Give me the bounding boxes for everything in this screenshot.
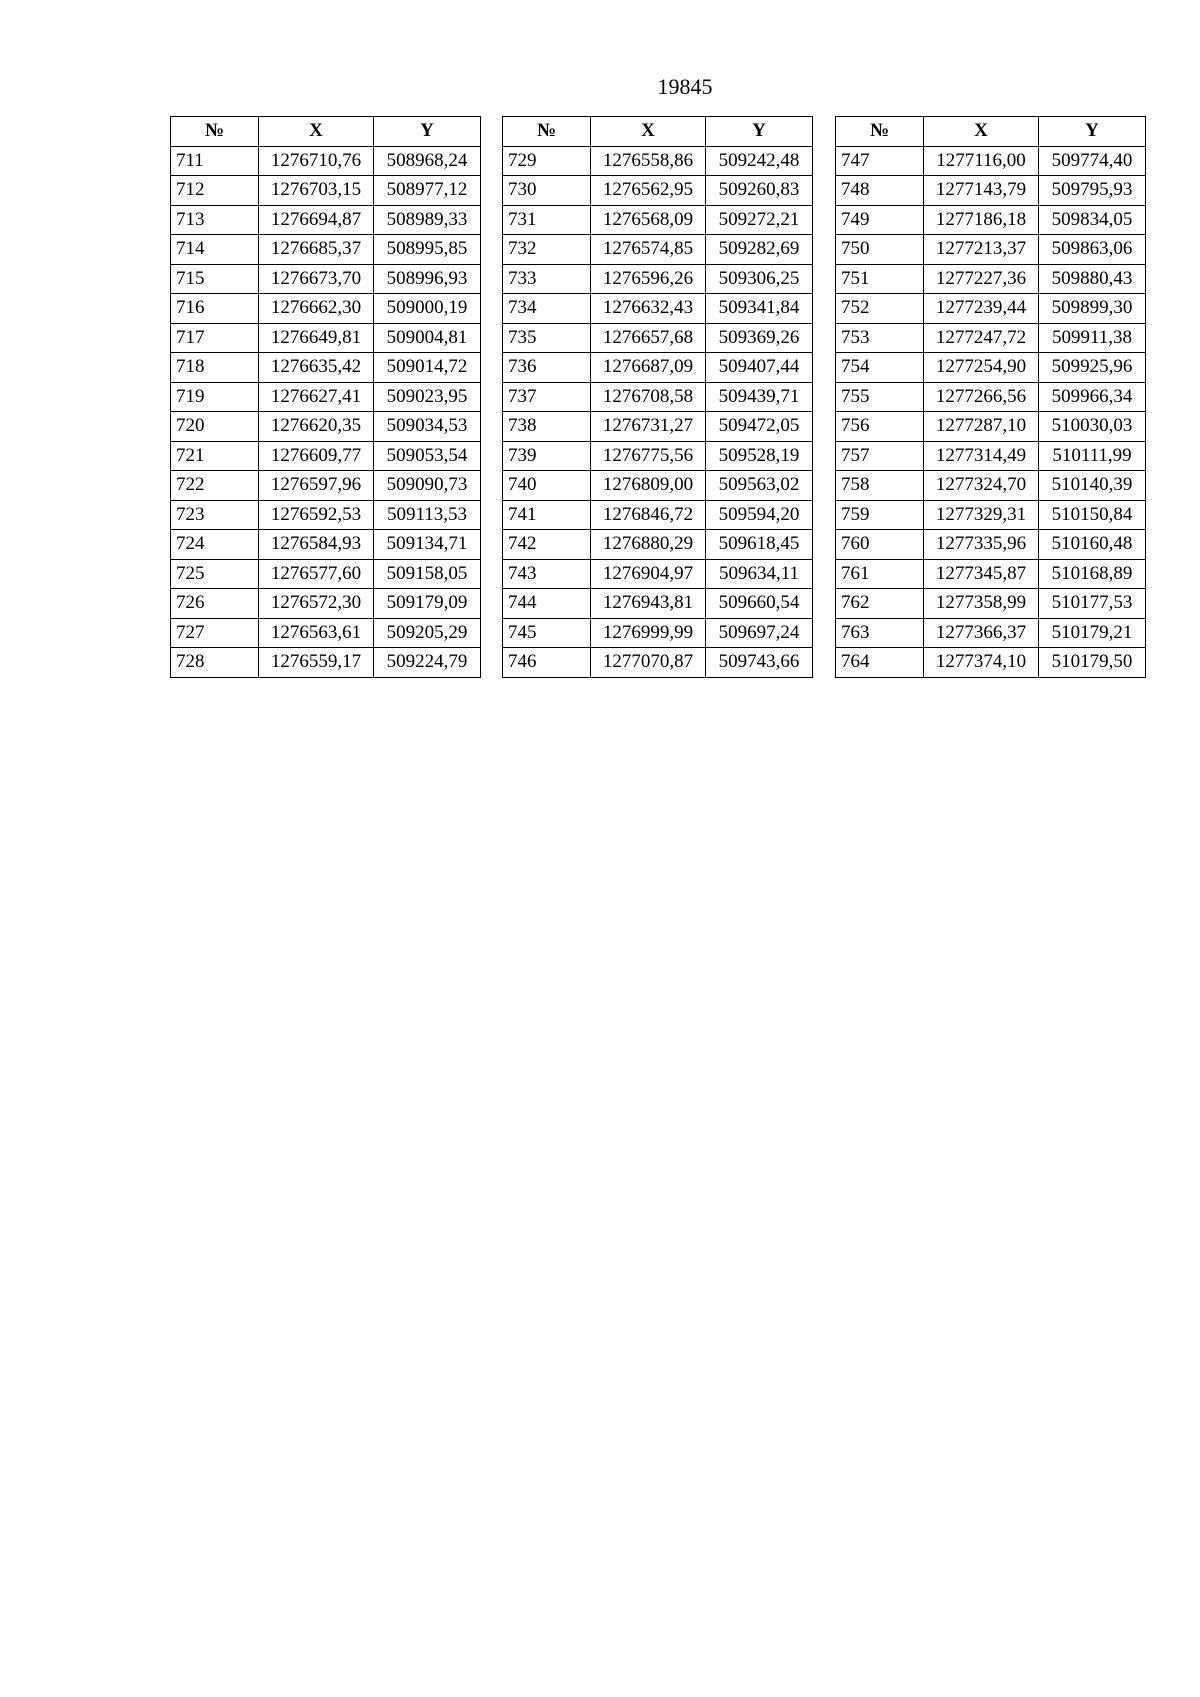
y-coordinate-cell: 509743,66 <box>706 648 813 678</box>
table-row <box>836 471 1146 501</box>
x-coordinate-cell: 1277366,37 <box>924 618 1039 648</box>
table-row <box>836 264 1146 294</box>
x-coordinate-cell: 1276657,68 <box>591 323 706 353</box>
y-coordinate-cell: 509134,71 <box>374 530 481 560</box>
point-number-cell: 745 <box>503 618 591 648</box>
x-coordinate-cell: 1277143,79 <box>924 176 1039 206</box>
y-coordinate-cell: 509272,21 <box>706 205 813 235</box>
table-row <box>171 559 481 589</box>
y-coordinate-cell: 509439,71 <box>706 382 813 412</box>
x-coordinate-cell: 1277358,99 <box>924 589 1039 619</box>
table-row <box>171 530 481 560</box>
column-header-y: Y <box>1039 117 1146 147</box>
point-number-cell: 722 <box>171 471 259 501</box>
y-coordinate-cell: 509306,25 <box>706 264 813 294</box>
y-coordinate-cell: 508977,12 <box>374 176 481 206</box>
table-row <box>171 500 481 530</box>
point-number-cell: 713 <box>171 205 259 235</box>
x-coordinate-cell: 1276685,37 <box>259 235 374 265</box>
y-coordinate-cell: 509282,69 <box>706 235 813 265</box>
y-coordinate-cell: 509834,05 <box>1039 205 1146 235</box>
table-row <box>503 441 813 471</box>
y-coordinate-cell: 509925,96 <box>1039 353 1146 383</box>
y-coordinate-cell: 510179,50 <box>1039 648 1146 678</box>
y-coordinate-cell: 509242,48 <box>706 146 813 176</box>
y-coordinate-cell: 510140,39 <box>1039 471 1146 501</box>
y-coordinate-cell: 509697,24 <box>706 618 813 648</box>
point-number-cell: 718 <box>171 353 259 383</box>
table-row <box>503 471 813 501</box>
x-coordinate-cell: 1276649,81 <box>259 323 374 353</box>
x-coordinate-cell: 1276710,76 <box>259 146 374 176</box>
point-number-cell: 747 <box>836 146 924 176</box>
point-number-cell: 726 <box>171 589 259 619</box>
table-row <box>836 146 1146 176</box>
x-coordinate-cell: 1276904,97 <box>591 559 706 589</box>
table-row <box>836 353 1146 383</box>
y-coordinate-cell: 510168,89 <box>1039 559 1146 589</box>
point-number-cell: 764 <box>836 648 924 678</box>
y-coordinate-cell: 508989,33 <box>374 205 481 235</box>
table-row <box>503 235 813 265</box>
table-row <box>171 176 481 206</box>
point-number-cell: 752 <box>836 294 924 324</box>
x-coordinate-cell: 1277186,18 <box>924 205 1039 235</box>
y-coordinate-cell: 509472,05 <box>706 412 813 442</box>
table-row <box>836 589 1146 619</box>
point-number-cell: 712 <box>171 176 259 206</box>
y-coordinate-cell: 509053,54 <box>374 441 481 471</box>
y-coordinate-cell: 510030,03 <box>1039 412 1146 442</box>
y-coordinate-cell: 509113,53 <box>374 500 481 530</box>
point-number-cell: 763 <box>836 618 924 648</box>
x-coordinate-cell: 1276563,61 <box>259 618 374 648</box>
table-row <box>503 530 813 560</box>
table-row <box>171 205 481 235</box>
coordinates-table-3 <box>835 116 1146 678</box>
x-coordinate-cell: 1276687,09 <box>591 353 706 383</box>
table-row <box>836 648 1146 678</box>
x-coordinate-cell: 1277324,70 <box>924 471 1039 501</box>
y-coordinate-cell: 508996,93 <box>374 264 481 294</box>
table-row <box>836 205 1146 235</box>
page-number: 19845 <box>657 74 713 99</box>
point-number-cell: 759 <box>836 500 924 530</box>
x-coordinate-cell: 1276596,26 <box>591 264 706 294</box>
table-row <box>836 500 1146 530</box>
table-row <box>836 412 1146 442</box>
table-row <box>503 294 813 324</box>
y-coordinate-cell: 509407,44 <box>706 353 813 383</box>
point-number-cell: 755 <box>836 382 924 412</box>
y-coordinate-cell: 509863,06 <box>1039 235 1146 265</box>
x-coordinate-cell: 1277254,90 <box>924 353 1039 383</box>
table-row <box>503 205 813 235</box>
x-coordinate-cell: 1276609,77 <box>259 441 374 471</box>
x-coordinate-cell: 1276731,27 <box>591 412 706 442</box>
x-coordinate-cell: 1276943,81 <box>591 589 706 619</box>
x-coordinate-cell: 1277335,96 <box>924 530 1039 560</box>
y-coordinate-cell: 509023,95 <box>374 382 481 412</box>
column-header-number: № <box>503 117 591 147</box>
y-coordinate-cell: 509369,26 <box>706 323 813 353</box>
point-number-cell: 751 <box>836 264 924 294</box>
point-number-cell: 757 <box>836 441 924 471</box>
table-row <box>171 441 481 471</box>
table-row <box>503 559 813 589</box>
column-header-x: X <box>259 117 374 147</box>
x-coordinate-cell: 1276559,17 <box>259 648 374 678</box>
x-coordinate-cell: 1276577,60 <box>259 559 374 589</box>
table-body <box>171 146 481 677</box>
x-coordinate-cell: 1277116,00 <box>924 146 1039 176</box>
y-coordinate-cell: 509205,29 <box>374 618 481 648</box>
table-row <box>171 382 481 412</box>
table-header-row <box>171 117 481 147</box>
y-coordinate-cell: 510150,84 <box>1039 500 1146 530</box>
table-body <box>836 146 1146 677</box>
point-number-cell: 761 <box>836 559 924 589</box>
point-number-cell: 736 <box>503 353 591 383</box>
coordinates-table-1 <box>170 116 481 678</box>
x-coordinate-cell: 1277266,56 <box>924 382 1039 412</box>
point-number-cell: 715 <box>171 264 259 294</box>
point-number-cell: 717 <box>171 323 259 353</box>
table-row <box>171 589 481 619</box>
point-number-cell: 748 <box>836 176 924 206</box>
point-number-cell: 728 <box>171 648 259 678</box>
x-coordinate-cell: 1276592,53 <box>259 500 374 530</box>
table-row <box>503 382 813 412</box>
column-header-y: Y <box>706 117 813 147</box>
table-row <box>836 530 1146 560</box>
x-coordinate-cell: 1276809,00 <box>591 471 706 501</box>
table-row <box>171 412 481 442</box>
point-number-cell: 744 <box>503 589 591 619</box>
x-coordinate-cell: 1276574,85 <box>591 235 706 265</box>
point-number-cell: 716 <box>171 294 259 324</box>
point-number-cell: 760 <box>836 530 924 560</box>
column-header-y: Y <box>374 117 481 147</box>
y-coordinate-cell: 509899,30 <box>1039 294 1146 324</box>
point-number-cell: 711 <box>171 146 259 176</box>
x-coordinate-cell: 1277345,87 <box>924 559 1039 589</box>
table-row <box>503 264 813 294</box>
x-coordinate-cell: 1277239,44 <box>924 294 1039 324</box>
y-coordinate-cell: 509528,19 <box>706 441 813 471</box>
table-row <box>171 471 481 501</box>
x-coordinate-cell: 1277314,49 <box>924 441 1039 471</box>
table-row <box>836 382 1146 412</box>
x-coordinate-cell: 1277247,72 <box>924 323 1039 353</box>
point-number-cell: 758 <box>836 471 924 501</box>
point-number-cell: 720 <box>171 412 259 442</box>
y-coordinate-cell: 509341,84 <box>706 294 813 324</box>
point-number-cell: 742 <box>503 530 591 560</box>
table-row <box>171 323 481 353</box>
table-row <box>836 559 1146 589</box>
y-coordinate-cell: 509795,93 <box>1039 176 1146 206</box>
x-coordinate-cell: 1277070,87 <box>591 648 706 678</box>
point-number-cell: 727 <box>171 618 259 648</box>
x-coordinate-cell: 1276558,86 <box>591 146 706 176</box>
table-row <box>836 323 1146 353</box>
y-coordinate-cell: 509594,20 <box>706 500 813 530</box>
point-number-cell: 732 <box>503 235 591 265</box>
x-coordinate-cell: 1276568,09 <box>591 205 706 235</box>
y-coordinate-cell: 509634,11 <box>706 559 813 589</box>
x-coordinate-cell: 1276572,30 <box>259 589 374 619</box>
point-number-cell: 734 <box>503 294 591 324</box>
point-number-cell: 730 <box>503 176 591 206</box>
point-number-cell: 746 <box>503 648 591 678</box>
point-number-cell: 738 <box>503 412 591 442</box>
y-coordinate-cell: 509966,34 <box>1039 382 1146 412</box>
point-number-cell: 750 <box>836 235 924 265</box>
y-coordinate-cell: 509224,79 <box>374 648 481 678</box>
x-coordinate-cell: 1276635,42 <box>259 353 374 383</box>
point-number-cell: 733 <box>503 264 591 294</box>
y-coordinate-cell: 509004,81 <box>374 323 481 353</box>
table-row <box>836 294 1146 324</box>
point-number-cell: 729 <box>503 146 591 176</box>
y-coordinate-cell: 509014,72 <box>374 353 481 383</box>
table-row <box>503 323 813 353</box>
x-coordinate-cell: 1276662,30 <box>259 294 374 324</box>
x-coordinate-cell: 1277374,10 <box>924 648 1039 678</box>
table-row <box>503 146 813 176</box>
table-row <box>836 235 1146 265</box>
x-coordinate-cell: 1276673,70 <box>259 264 374 294</box>
y-coordinate-cell: 509260,83 <box>706 176 813 206</box>
table-row <box>503 176 813 206</box>
table-row <box>503 589 813 619</box>
x-coordinate-cell: 1276597,96 <box>259 471 374 501</box>
y-coordinate-cell: 509774,40 <box>1039 146 1146 176</box>
table-row <box>171 294 481 324</box>
y-coordinate-cell: 509880,43 <box>1039 264 1146 294</box>
table-row <box>836 176 1146 206</box>
y-coordinate-cell: 509034,53 <box>374 412 481 442</box>
point-number-cell: 741 <box>503 500 591 530</box>
point-number-cell: 725 <box>171 559 259 589</box>
point-number-cell: 714 <box>171 235 259 265</box>
y-coordinate-cell: 509158,05 <box>374 559 481 589</box>
table-header-row <box>836 117 1146 147</box>
table-row <box>171 648 481 678</box>
x-coordinate-cell: 1277287,10 <box>924 412 1039 442</box>
point-number-cell: 737 <box>503 382 591 412</box>
point-number-cell: 762 <box>836 589 924 619</box>
x-coordinate-cell: 1276999,99 <box>591 618 706 648</box>
x-coordinate-cell: 1276708,58 <box>591 382 706 412</box>
point-number-cell: 754 <box>836 353 924 383</box>
point-number-cell: 724 <box>171 530 259 560</box>
x-coordinate-cell: 1277213,37 <box>924 235 1039 265</box>
point-number-cell: 756 <box>836 412 924 442</box>
table-row <box>171 618 481 648</box>
table-row <box>836 441 1146 471</box>
table-row <box>503 500 813 530</box>
table-body <box>503 146 813 677</box>
point-number-cell: 719 <box>171 382 259 412</box>
y-coordinate-cell: 509618,45 <box>706 530 813 560</box>
y-coordinate-cell: 509911,38 <box>1039 323 1146 353</box>
table-header-row <box>503 117 813 147</box>
y-coordinate-cell: 510160,48 <box>1039 530 1146 560</box>
point-number-cell: 743 <box>503 559 591 589</box>
column-header-x: X <box>591 117 706 147</box>
coordinates-table-2 <box>502 116 813 678</box>
table-row <box>171 235 481 265</box>
y-coordinate-cell: 509000,19 <box>374 294 481 324</box>
table-row <box>503 412 813 442</box>
x-coordinate-cell: 1276694,87 <box>259 205 374 235</box>
y-coordinate-cell: 508995,85 <box>374 235 481 265</box>
y-coordinate-cell: 510179,21 <box>1039 618 1146 648</box>
column-header-x: X <box>924 117 1039 147</box>
table-row <box>171 264 481 294</box>
column-header-number: № <box>171 117 259 147</box>
x-coordinate-cell: 1276627,41 <box>259 382 374 412</box>
x-coordinate-cell: 1276584,93 <box>259 530 374 560</box>
table-row <box>503 353 813 383</box>
x-coordinate-cell: 1276775,56 <box>591 441 706 471</box>
y-coordinate-cell: 509660,54 <box>706 589 813 619</box>
x-coordinate-cell: 1276880,29 <box>591 530 706 560</box>
y-coordinate-cell: 509179,09 <box>374 589 481 619</box>
point-number-cell: 739 <box>503 441 591 471</box>
y-coordinate-cell: 508968,24 <box>374 146 481 176</box>
point-number-cell: 740 <box>503 471 591 501</box>
y-coordinate-cell: 510111,99 <box>1039 441 1146 471</box>
y-coordinate-cell: 509563,02 <box>706 471 813 501</box>
table-row <box>171 146 481 176</box>
point-number-cell: 723 <box>171 500 259 530</box>
point-number-cell: 731 <box>503 205 591 235</box>
table-row <box>836 618 1146 648</box>
table-row <box>503 648 813 678</box>
y-coordinate-cell: 510177,53 <box>1039 589 1146 619</box>
x-coordinate-cell: 1277227,36 <box>924 264 1039 294</box>
x-coordinate-cell: 1277329,31 <box>924 500 1039 530</box>
point-number-cell: 721 <box>171 441 259 471</box>
x-coordinate-cell: 1276703,15 <box>259 176 374 206</box>
point-number-cell: 749 <box>836 205 924 235</box>
x-coordinate-cell: 1276846,72 <box>591 500 706 530</box>
x-coordinate-cell: 1276620,35 <box>259 412 374 442</box>
point-number-cell: 753 <box>836 323 924 353</box>
point-number-cell: 735 <box>503 323 591 353</box>
x-coordinate-cell: 1276562,95 <box>591 176 706 206</box>
table-row <box>503 618 813 648</box>
table-row <box>171 353 481 383</box>
y-coordinate-cell: 509090,73 <box>374 471 481 501</box>
x-coordinate-cell: 1276632,43 <box>591 294 706 324</box>
column-header-number: № <box>836 117 924 147</box>
